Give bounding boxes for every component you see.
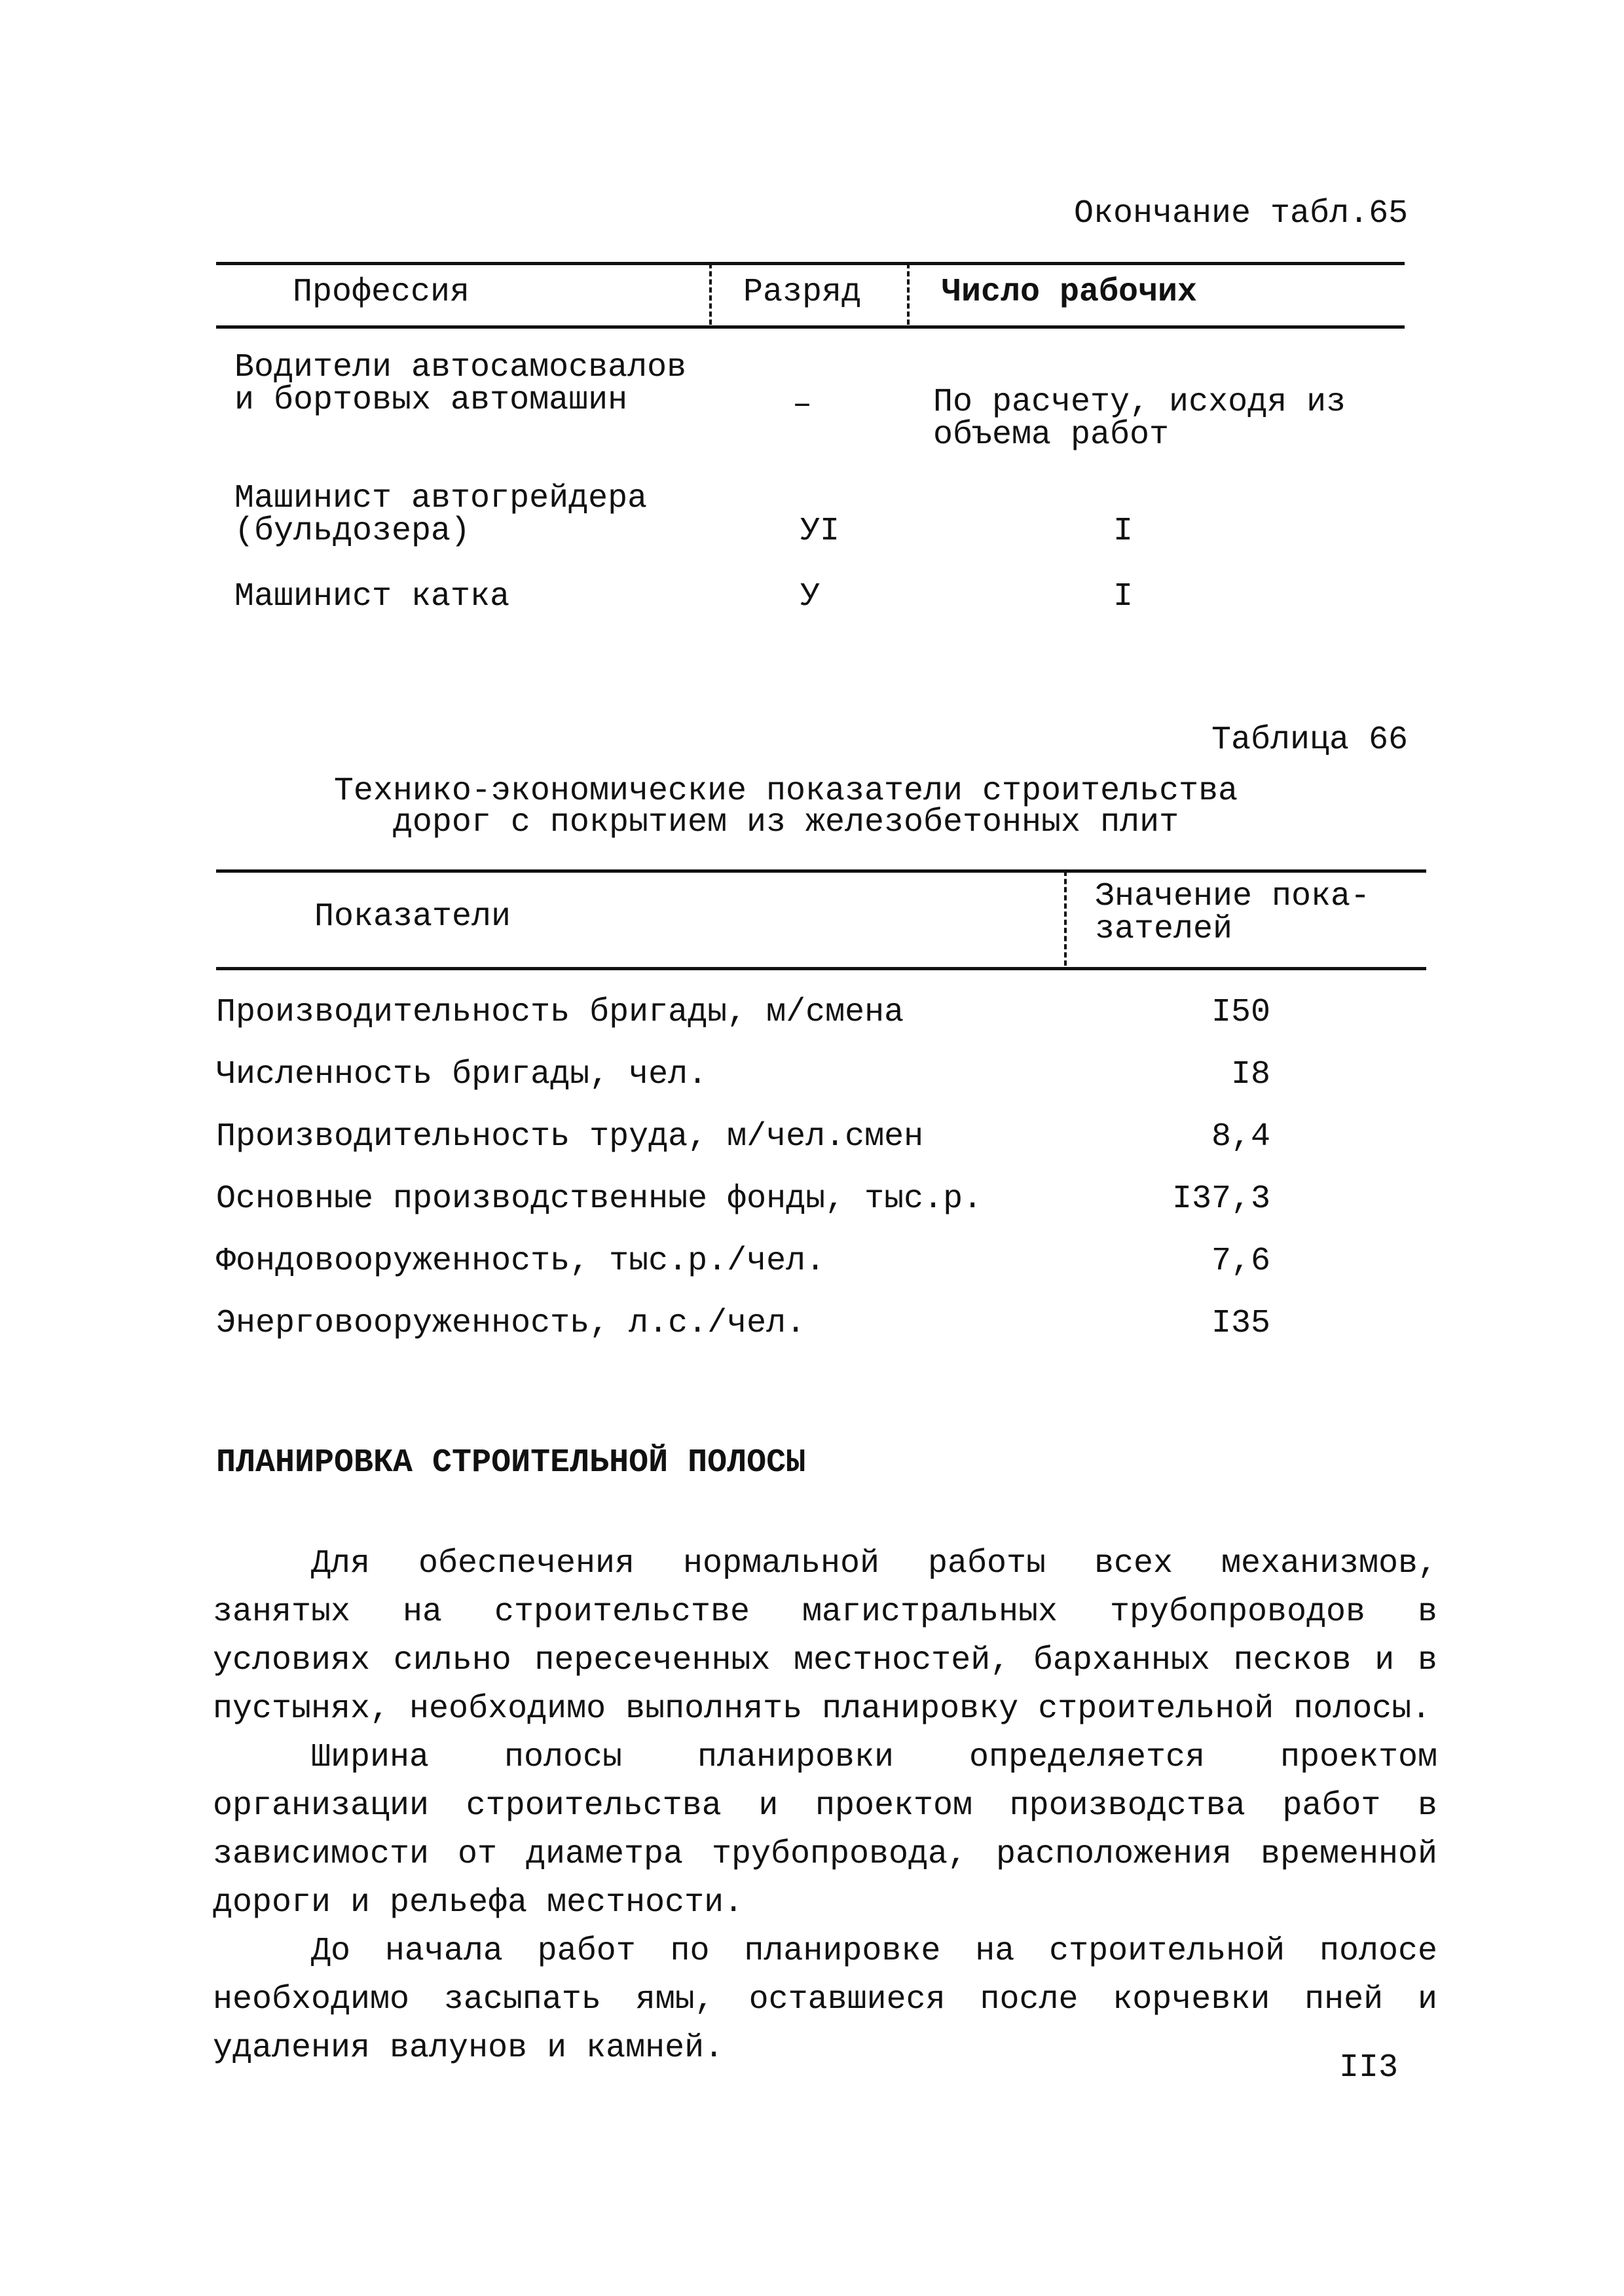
table65-grade-cell: УI (800, 513, 840, 550)
table65-profession-cell: Машинист автогрейдера (бульдозера) (234, 480, 648, 550)
table66-value-cell: I50 (1211, 994, 1270, 1031)
table66-indicator-cell: Производительность бригады, м/смена (216, 994, 904, 1031)
table66-header-indicators: Показатели (314, 898, 511, 936)
table66-title-line1: Технико-экономические показатели строительства (333, 773, 1238, 810)
table65-grade-cell: У (800, 578, 821, 615)
table65-grade-cell: – (792, 386, 813, 424)
table66-value-cell: 7,6 (1211, 1243, 1270, 1280)
table65-profession-cell: Машинист катка (234, 578, 510, 615)
table65-header-rule (216, 325, 1405, 329)
table66-header-rule (216, 967, 1426, 970)
table66-value-cell: I8 (1230, 1056, 1270, 1093)
table66-indicator-cell: Фондовооруженность, тыс.р./чел. (216, 1243, 826, 1280)
table66-top-rule (216, 869, 1426, 873)
page-number: II3 (1339, 2049, 1399, 2086)
table65-header-workers: Число рабочих (942, 274, 1198, 311)
paragraph: До начала работ по планировке на строительной полосе необходимо засыпать ямы, оставшиеся после корчевки пней и удаления валунов и камней. (213, 1933, 1437, 2067)
table66-indicator-cell: Основные производственные фонды, тыс.р. (216, 1180, 983, 1218)
table65-header-profession: Профессия (293, 274, 470, 311)
table65-profession-cell: Водители автосамосвалов и бортовых автомашин (234, 349, 687, 419)
table66-value-cell: I35 (1211, 1305, 1270, 1342)
section-heading: ПЛАНИРОВКА СТРОИТЕЛЬНОЙ ПОЛОСЫ (216, 1444, 806, 1482)
table66-col-divider (1064, 871, 1067, 966)
table66-header-value: Значение пока- зателей (1095, 878, 1371, 948)
table65-workers-cell: По расчету, исходя из объема работ (933, 384, 1346, 454)
table66-value-cell: 8,4 (1211, 1118, 1270, 1156)
table65-col-divider-1 (709, 263, 712, 325)
table66-indicator-cell: Энерговооруженность, л.с./чел. (216, 1305, 806, 1342)
table66-title-line2: дорог с покрытием из железобетонных плит (392, 804, 1179, 841)
paragraph: Ширина полосы планировки определяется проектом организации строительства и проектом производства работ в зависимости от диаметра трубопровода, расположения временной дороги и рельефа местности. (213, 1739, 1437, 1922)
table65-workers-cell: I (1113, 578, 1134, 615)
table66-value-cell: I37,3 (1172, 1180, 1270, 1218)
table66-indicator-cell: Численность бригады, чел. (216, 1056, 708, 1093)
table66-indicator-cell: Производительность труда, м/чел.смен (216, 1118, 924, 1156)
table65-top-rule (216, 262, 1405, 265)
table65-caption: Окончание табл.65 (1074, 195, 1409, 232)
table65-col-divider-2 (907, 263, 910, 325)
section-body (213, 1540, 1437, 2073)
table65-header-grade: Разряд (743, 274, 862, 311)
table65-workers-cell: I (1113, 513, 1134, 550)
paragraph: Для обеспечения нормальной работы всех механизмов, занятых на строительстве магистральных трубопроводов в условиях сильно пересеченных местностей, барханных песков и в пустынях, необходимо выполнять планировку строительной полосы. (213, 1545, 1437, 1728)
table66-number: Таблица 66 (1211, 721, 1409, 759)
